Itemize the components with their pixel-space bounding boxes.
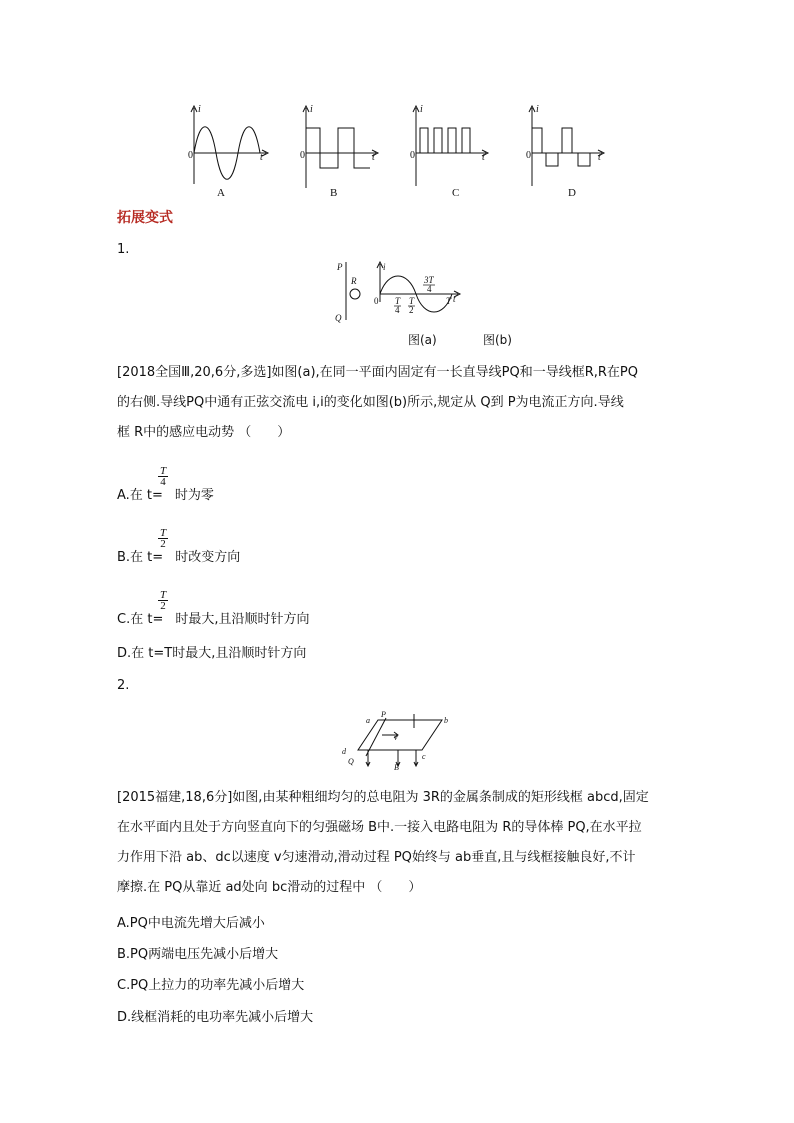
svg-text:i: i	[420, 104, 423, 115]
graph-a-sine	[191, 106, 268, 184]
q1-option-d: D.在 t=T时最大,且沿顺时针方向	[117, 646, 307, 661]
q2-stem-line-2: 在水平面内且处于方向竖直向下的匀强磁场 B中.一接入电路电阻为 R的导体棒 PQ,在水平拉	[117, 820, 642, 835]
svg-text:Q: Q	[335, 313, 342, 323]
label-a: A	[217, 187, 225, 199]
svg-text:T: T	[395, 296, 401, 306]
svg-text:0: 0	[374, 296, 379, 306]
svg-text:0: 0	[300, 150, 305, 161]
svg-text:t: t	[453, 294, 456, 304]
svg-text:B: B	[394, 763, 399, 772]
svg-text:Q: Q	[348, 757, 354, 766]
q2-stem-line-1: [2015福建,18,6分]如图,由某种粗细均匀的总电阻为 3R的金属条制成的矩形线框 abcd,固定	[117, 790, 649, 805]
q1-option-b-fraction: $\frac{T}{2}$	[159, 527, 167, 550]
q2-option-a: A.PQ中电流先增大后减小	[117, 916, 265, 931]
q2-figure	[338, 710, 462, 774]
q2-option-b: B.PQ两端电压先减小后增大	[117, 947, 279, 962]
q1-stem-line-2: 的右侧.导线PQ中通有正弦交流电 i,i的变化如图(b)所示,规定从 Q到 P为电流正方向.导线	[117, 395, 624, 410]
svg-text:0: 0	[410, 150, 415, 161]
svg-text:4: 4	[427, 284, 432, 294]
svg-text:i: i	[383, 262, 386, 272]
frame-abcd	[358, 720, 442, 750]
svg-text:a: a	[366, 716, 370, 725]
svg-text:2: 2	[409, 305, 414, 315]
q1-option-c-fraction: $\frac{T}{2}$	[159, 589, 167, 612]
svg-text:d: d	[342, 747, 346, 756]
svg-text:4: 4	[395, 305, 400, 315]
q1-option-b: B.在 t= 时改变方向	[117, 550, 241, 565]
q1-option-a-fraction: $\frac{T}{4}$	[159, 465, 167, 488]
q2-stem	[117, 783, 687, 903]
q1-stem	[117, 358, 687, 448]
svg-text:R: R	[351, 276, 357, 286]
q1-option-c: C.在 t= 时最大,且沿顺时针方向	[117, 612, 310, 627]
q2-option-d: D.线框消耗的电功率先减小后增大	[117, 1010, 314, 1025]
svg-text:i: i	[536, 104, 539, 115]
svg-text:i: i	[310, 104, 313, 115]
svg-text:P: P	[337, 262, 343, 272]
graph-c-square-positive	[413, 106, 488, 186]
svg-text:c: c	[422, 752, 426, 761]
q1-option-a: A.在 t= 时为零	[117, 488, 214, 503]
question-2-number: 2.	[117, 678, 130, 693]
svg-text:t: t	[598, 152, 601, 163]
graph-b-square-alternating	[303, 106, 378, 188]
svg-text:b: b	[444, 716, 448, 725]
svg-text:T: T	[446, 296, 452, 306]
question-1-number: 1.	[117, 242, 130, 257]
graph-d-pulses	[529, 106, 604, 186]
option-graphs-figure	[180, 98, 620, 200]
caption-figure-a: 图(a)	[408, 333, 437, 347]
caption-figure-b: 图(b)	[483, 333, 512, 347]
q1-figure	[330, 258, 470, 324]
svg-text:P: P	[381, 710, 386, 719]
svg-text:0: 0	[526, 150, 531, 161]
loop-r	[350, 289, 360, 299]
svg-text:v: v	[394, 733, 398, 742]
q1-stem-line-1: [2018全国Ⅲ,20,6分,多选]如图(a),在同一平面内固定有一长直导线PQ和一导线框R,R在PQ	[117, 365, 638, 380]
label-d: D	[568, 187, 576, 199]
section-title: 拓展变式	[117, 210, 173, 226]
label-b: B	[330, 187, 338, 199]
q2-option-c: C.PQ上拉力的功率先减小后增大	[117, 978, 305, 993]
svg-text:0: 0	[188, 150, 193, 161]
q1-stem-line-3: 框 R中的感应电动势 （ ）	[117, 425, 291, 440]
svg-text:T: T	[409, 296, 415, 306]
svg-text:t: t	[260, 152, 263, 163]
q2-stem-line-3: 力作用下沿 ab、dc以速度 v匀速滑动,滑动过程 PQ始终与 ab垂直,且与线框接触良好,不计	[117, 850, 636, 865]
svg-text:t: t	[372, 152, 375, 163]
q2-stem-line-4: 摩擦.在 PQ从靠近 ad处向 bc滑动的过程中 （ ）	[117, 880, 422, 895]
label-c: C	[452, 187, 460, 199]
svg-text:3T: 3T	[424, 275, 434, 285]
svg-text:t: t	[482, 152, 485, 163]
svg-text:i: i	[198, 104, 201, 115]
